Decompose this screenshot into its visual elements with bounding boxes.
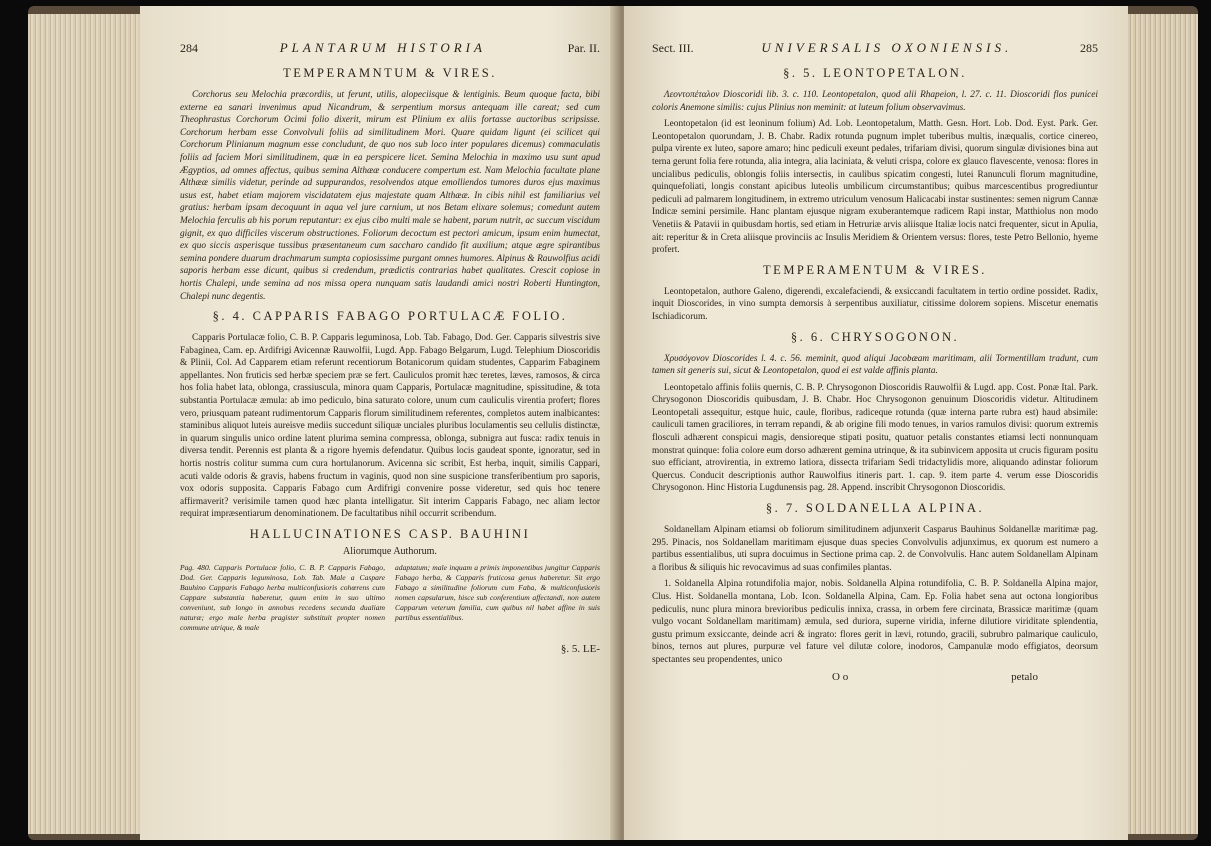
two-column-note: [180, 563, 600, 633]
running-title: PLANTARUM HISTORIA: [279, 40, 486, 55]
page-edges-left: [28, 14, 148, 834]
left-page: [140, 6, 620, 840]
section-label: Sect. III.: [652, 41, 694, 55]
section-heading: §. 6. CHRYSOGONON.: [790, 329, 960, 344]
section-heading: §. 4. CAPPARIS FABAGO PORTULACÆ FOLIO.: [212, 309, 568, 324]
paragraph: Leontopetalon (id est leoninum folium) Ad. Lob. Leontopetalum, Matth. Gesn. Hort. Lob. Dod. Eyst. Park. Ger. Leontopetalon quorundam, J. B. Chabr. Radix rotunda pugnum implet tuberibus multis, inæqualis, cortice cinereo, pulpa virente ex luteo, sapore amaro; hinc pediculi exeunt pedales, trifariam divisi, quorum singulæ divisiones bina aut terna gerunt folia fere rotunda, alia integra, alia laciniata, & veluti crispa, colore ex glauco flavescente, venosa: flores in uncialibus pediculis, oblongis foliis intersectis, in caulibus spicatim congesti, lutei Ranunculi florum magnitudine, quinquefoliati, longis constant apicibus luteolis umbilicum circumstantibus; quibus marcescentibus progrediuntur pediculi ad palmarem longitudinem, in extremo utriculum venosum Halicacabi instar sustinentes: semen nigrum Cannæ Indicæ semini persimile. Hanc plantam ejusque nigram exuberantemque radicem Rapi instar, Matthiolus non modo Venetiis & Patavii in quibusdam hortis, sed etiam in Hetruriæ arvis aliisque Italiæ locis natci frequenter, sicut in Apulia, ait: reperitur & in Creta aliisque provinciis ac Insulis Meridiem & Orientem versus: flores, teste Petro Bellonio, hyeme profert.: [652, 119, 1098, 256]
section-heading: §. 7. SOLDANELLA ALPINA.: [765, 501, 985, 516]
open-book: [28, 6, 1198, 840]
section-heading: TEMPERAMNTUM & VIRES.: [283, 66, 497, 80]
note-column-right: adaptatum; male inquam a primis imponentibus jungitur Capparis Fabago herba, & Capparis fruticosa genus haberetur. Sit ergo Fabago a similitudine foliorum cum Faba, & multiconfusioris nomen capsularum, hisce sub conferentium affectandi, non autem Capparum veterum familia, cum quibus nil habet affine in suis partibus essentialibus.: [395, 563, 600, 622]
part-label: Par. II.: [567, 41, 600, 55]
page-number: 285: [1080, 41, 1098, 55]
section-heading: HALLUCINATIONES CASP. BAUHINI: [249, 527, 531, 541]
paragraph: 1. Soldanella Alpina rotundifolia major, nobis. Soldanella Alpina rotundifolia, C. B. P. Soldanella Alpina major, Clus. Hist. Soldanella montana, Lob. Icon. Soldanella Alpina, Cam. Ep. Folia habet sena aut octona longioribus pediculis, nunc plura minora brevioribus pediculis innixa, crassa, in orbem fere circinata, Brassicæ maritimæ (quam vulgo vocant Soldanellam maritimam) æmula, sed duriora, superne viridia, inferne dilutiore viriditate splendentia, gustu primum exsiccante, deinde acri & ingrato: flores gerit in lævi, rotundo, gracili, subrubro palmarique cauliculo, binos, ternos aut plures, purpuræ vel fature vel dilutæ colore, inodoros, Campanulæ modo effigiatos, deorsum spectantes seu propendentes, unico: [652, 579, 1098, 665]
paragraph: Leontopetalo affinis foliis quernis, C. B. P. Chrysogonon Dioscoridis Rauwolfii & Lugd. app. Cost. Ponæ Ital. Park. Chrysogonon Dioscoridis quibusdam, J. B. Chabr. Hoc Chrysogonon genuinum Dioscoridis videtur. Altitudinem Leontopetali assequitur, estque huic, caule, floribus, radiceque rotunda (quæ interna parte rubra est) haud absimile: cauliculi tamen graciliores, in terram repandi, & ab origine fili modo tenues, in varios ramulos divisi: quorum extremis flosculi adhærent conspicui magis, densioreque stipati positu, quatuor petalis constantes etiamsi lecti nonnunquam monstrat quinque: folia colore eum dorso adhærent gemina utrinque, & ita subinvicem apposita ut crucis figuram positu suo efficiant, atrovirentia, in extremo latiora, dissecta trifariam Sedi tridactylidis more, aliquando adinstar foliorum Quercus. Conducit descriptionis author Rauwolfius itineris part. 1. cap. 9. item parte 4. verum esse Dioscoridis Chrysogonon. Hinc Historia Lugdunensis pag. 28. Append. inscribit Chrysogonon Dioscoridis.: [652, 382, 1098, 494]
paragraph: Corchorus seu Melochia præcordiis, ut ferunt, utilis, alopeciisque & lentiginis. Beum quoque facta, bibi externe ea sanari invenimus apud Nicandrum, & serpentium morsus antequam ille careat; sed cum Theophrastus Corchorum Ocimi folio dixerit, mirum est Plinium ex aliis fortasse auctoribus scripsisse. Corchorum herbam esse Convolvuli foliis ad similitudinem Mori. Quare quidam ligunt (ei scilicet qui Corchorum Plinianum magnum esse concludunt, de quo nos sub loco inter populares dicemus) commaculatis foliis ad faciem Mori similitudinem, quæ in ea perspicere licet. Semina Melochia in maximo usu sunt apud Ægyptios, ad omnes affectus, quibus semina Althææ conducere compertum est. Nam Melochia facultate plane Althææ similis videtur, perinde ad suppurandos, resolvendos atque emolliendos tumores duros ejus maximus usus est, habet etiam majorem viscidatatem ejus majestate quam Althææ. In cibis nihil est familiarius vel gratius: herbam ipsam decoquunt in aqua vel jure carnium, ut nos Betam elixare solemus; comedunt autem Melochia ferculis ab his porum reputantur: ex ejus cibo multi male se habent, parum nutrit, ac succum viscidum gignit, ex quo difficiles viscerum obstructiones. Foliorum decoctum est pectori amicum, ipsum enim humectat, ex quo siccis asperisque tussibus præsentaneum cum saccharo candido fit auxilium; atque ægre spirantibus semina pondere duarum drachmarum sumpta copiosissime purgant omnes humores. Alpinus & Rauwolfius acidi saporis herbam esse dicunt, quibus si credendum, prædictis contrarias habet qualitates. Crescit copiose in hortis Chalepi, unde semina ad nos missa opera nunquam satis laudandi amici nostri Roberti Huntington, Chalepi nunc degentis.: [180, 90, 600, 302]
running-title: UNIVERSALIS OXONIENSIS.: [761, 40, 1013, 55]
page-edges-right: [1128, 14, 1198, 834]
paragraph: Leontopetalon, authore Galeno, digerendi, excalefaciendi, & exsiccandi facultatem in tertio ordine possidet. Radix, inquit Dioscorides, in vino sumpta demorsis à serpentibus auxiliatur, citissime dolorem sopiens. Miscetur enematis Ischiadicorum.: [652, 286, 1098, 322]
catchword: petalo: [1011, 670, 1038, 683]
paragraph: Χρυσόγονον Dioscorides l. 4. c. 56. meminit, quod aliqui Jacobæam maritimam, alii Tormentillam tradunt, cum tamen sit generis sui, sicut & Leontopetalon, quod ei est valde affinis planta.: [652, 353, 1098, 377]
paragraph: Soldanellam Alpinam etiamsi ob foliorum similitudinem adjunxerit Casparus Bauhinus Soldanellæ maritimæ pag. 295. Pinacis, nos Soldanellam maritimam ejusque duas species Convolvulis adjunximus, ex quorum est numero a partibus essentialibus, uti supra docuimus in Sectione prima cap. 2. de Convolvulis. Hanc autem Soldanellam Alpinam a floribus & siliquis hic revocavimus ad suas confimiles plantas.: [652, 525, 1098, 573]
section-heading: §. 5. LEONTOPETALON.: [783, 66, 967, 80]
right-page: [624, 6, 1128, 840]
running-head-right: [652, 40, 1098, 56]
page-footer: [652, 671, 1098, 683]
catchword: §. 5. LE-: [560, 643, 600, 655]
paragraph: Capparis Portulacæ folio, C. B. P. Capparis leguminosa, Lob. Tab. Fabago, Dod. Ger. Capparis silvestris sive Fabaginea, Cam. ep. Ardifrigi Avicennæ Rauwolfii, Lugd. App. Fabago Belgarum, Lugd. Telephium Dioscoridis & Plinii, Col. Ad Capparem etiam referunt recentiorum Botanicorum quidam studentes, Capparim Fabaginem appellantes. Non fruticis sed herbæ speciem præ se fert. Cauliculos promit hæc teretes, læves, ramosos, & circa hos folia habet lata, oblonga, crassiuscula, minora quam Capparis, Portulacæ magnitudine, spissitudine, & tota substantia Portulacæ æmula: ab imo pediculo, bina saturato colore, unum cum cauliculis virentia profert; flores vero, priusquam pateant rudimentorum Capparis florum similitudinem referentes, completos autem inalbicantes: staminibus aliquot luteis aureisve mediis succedunt siliquæ unciales pluribus loculamentis seu cellulis distinctæ, in quarum singulis unico ordine latent plurima semina compressa, oblonga, subnigra aut fusca: radix tenuis in diversa tendit. Perennis est planta & a rigore hyemis defendatur. Quibus locis gaudeat sponte, ignoratur, sed in hortis nostris colitur summa cum cura hortulanorum. Avicenna sic scribit, Est herba, inquit, similis Cappari, acuti valde odoris & gravis, habens fructum in vaginis, quod non sine suspicione transferibentium pro saporis, vox odoris supposita. Capparis Fabago cum Ardifrigi convenire posse videretur, sed quis hoc tenere affirmaverit? verisimile tamen quod hæc planta intelligatur. Sit interim Capparis Fabago, nec aliam lector requirat impræsentiarum denominationem. De facultatibus nihil occurrit scribendum.: [180, 333, 600, 520]
running-head-left: [180, 40, 600, 56]
page-number: 284: [180, 41, 198, 55]
section-heading: TEMPERAMENTUM & VIRES.: [763, 262, 987, 277]
section-subheading: Aliorumque Authorum.: [343, 546, 437, 557]
note-column-left: Pag. 480. Capparis Portulacæ folio, C. B. P. Capparis Fabago, Dod. Ger. Capparis leguminosa, Lob. Tab. Male a Caspare Bauhino Capparis Fabago herba multiconfusioris cohœrens cum Cappare substantia haberetur, quum enim in suo ultimo conveniunt, sub longo in annobus recedens secunda dualiam naturæ; ergo male herba pragister substituit propter nomen commune utrique, & male: [180, 563, 385, 632]
signature-mark: O o: [832, 670, 849, 683]
paragraph: Λεοντοπέταλον Dioscoridi lib. 3. c. 110. Leontopetalon, quod alii Rhapeion, l. 27. c. 11. Dioscoridi flos punicei coloris Anemone similis: cujus Plinius non meminit: at luteum folium observavimus.: [652, 90, 1098, 113]
